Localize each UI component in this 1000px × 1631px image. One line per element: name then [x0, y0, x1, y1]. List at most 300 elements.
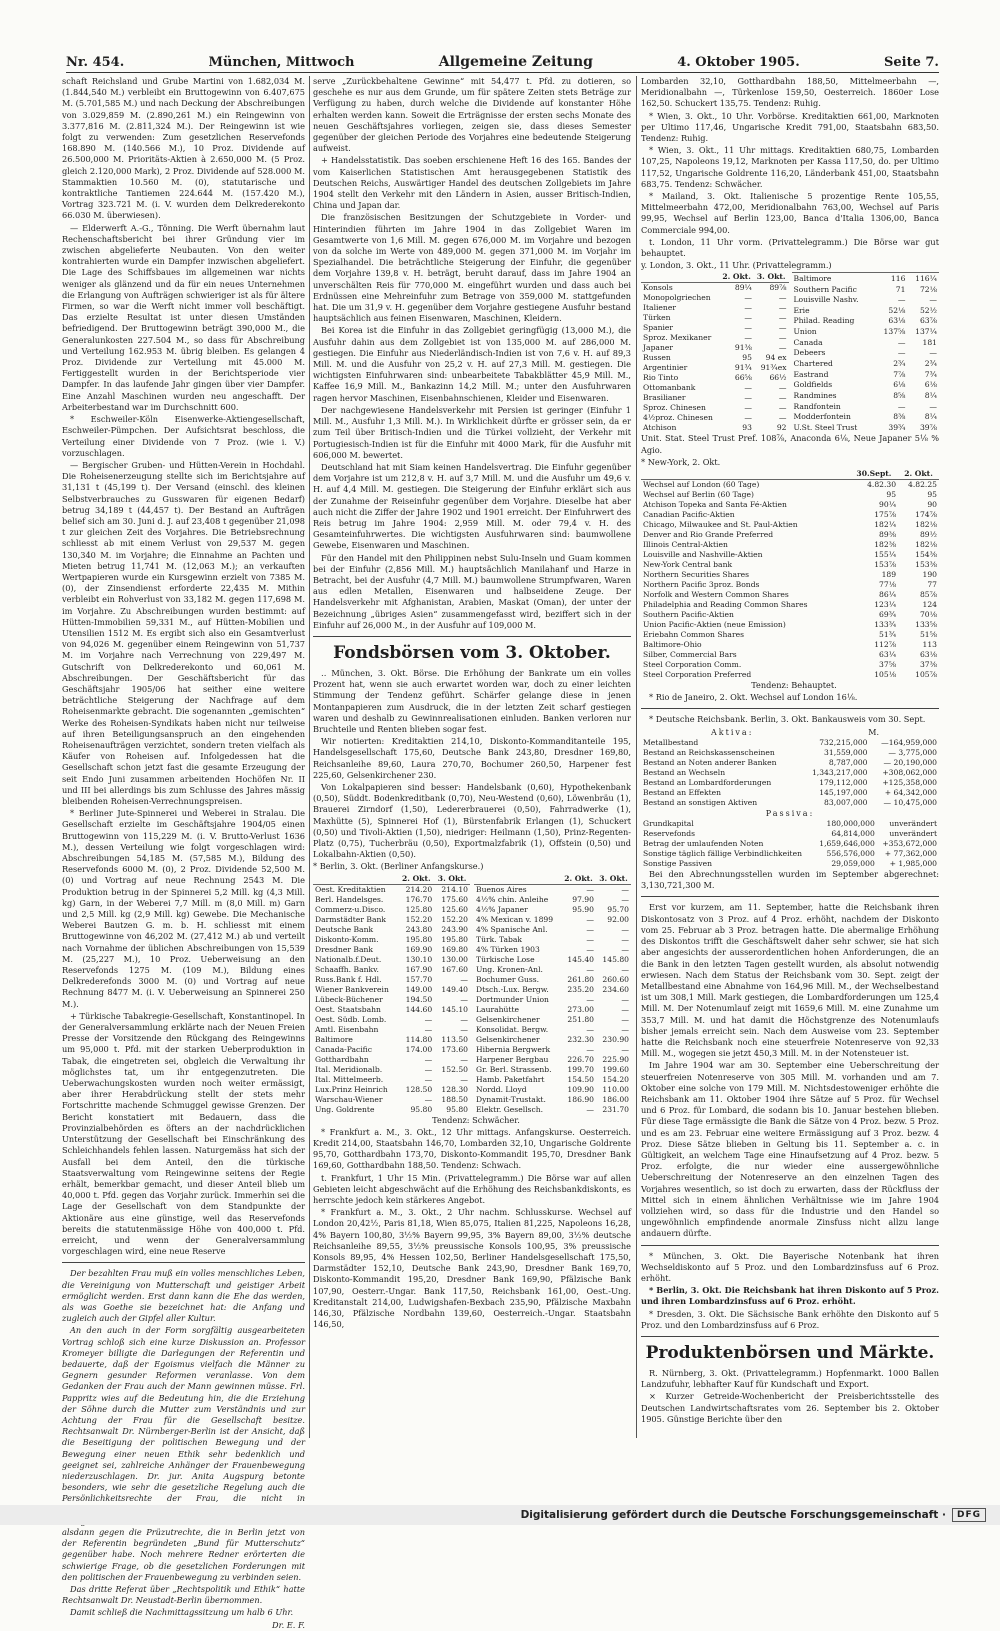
bank-statement-title: * Deutsche Reichsbank. Berlin, 3. Okt. Bankausweis vom 30. Sept.	[649, 714, 926, 725]
row-label: Lübeck-Büchener	[315, 994, 383, 1004]
row-label: Modderfontein	[793, 412, 851, 422]
cell-value: 52⅛	[888, 305, 906, 315]
berlin-quotes	[313, 874, 631, 1115]
cell-value: —	[621, 934, 629, 944]
cell-value: —	[586, 1104, 594, 1114]
table-row	[474, 935, 631, 945]
table-row	[313, 945, 470, 955]
cell-value: 95.80	[410, 1104, 433, 1114]
table-row	[474, 965, 631, 975]
table-row	[474, 915, 631, 925]
row-label: Russen	[643, 353, 671, 363]
cell-value: —	[744, 333, 752, 343]
row-label: Canada	[793, 337, 823, 347]
cell-value: 145,197,000	[819, 787, 868, 797]
table-row	[792, 284, 940, 295]
table-row	[792, 423, 940, 434]
cell-value: —	[744, 393, 752, 403]
table-row	[641, 560, 939, 570]
cell-value: unverändert	[889, 819, 937, 829]
table-header-row	[474, 874, 631, 885]
row-label: Metallbestand	[643, 737, 699, 747]
market-report: R. Nürnberg, 3. Okt. (Privattelegramm.) Hopfenmarkt. 1000 Ballen Landzufuhr, lebhafter Kauf für Kundschaft und Export.	[641, 1368, 939, 1390]
cell-value: 2. Okt.	[561, 874, 596, 885]
cell-value: 225.90	[602, 1054, 629, 1064]
cell-value: 29,059,000	[831, 859, 875, 869]
cell-value: +353,672,000	[882, 839, 937, 849]
cell-value: 92.00	[607, 914, 629, 924]
cell-value: 7⅞	[893, 369, 906, 379]
row-label: Bestand an Effekten	[643, 787, 722, 797]
section-divider	[641, 896, 939, 897]
row-label: Denver and Rio Grande Preferred	[643, 530, 774, 540]
table-row	[313, 1005, 470, 1015]
table-row	[641, 530, 939, 540]
cell-value: 125.60	[441, 904, 468, 914]
table-row	[313, 915, 470, 925]
market-report: * Rio de Janeiro, 2. Okt. Wechsel auf London 16⅛.	[649, 692, 858, 703]
row-label: Sproz. Mexikaner	[643, 333, 712, 343]
row-label: Chicago, Milwaukee and St. Paul-Aktien	[643, 520, 798, 530]
row-label: Amtl. Eisenbahn	[315, 1024, 379, 1034]
cell-value: —	[621, 994, 629, 1004]
table-row	[313, 995, 470, 1005]
quote-table	[641, 469, 939, 680]
row-label: Ung. Kronen-Anl.	[476, 964, 543, 974]
cell-value: 91⅜	[734, 343, 752, 353]
cell-value: 31,559,000	[824, 747, 868, 757]
cell-value: —	[778, 333, 787, 343]
cell-value: 152.20	[441, 914, 468, 924]
balance-table	[641, 819, 939, 869]
table-row	[792, 412, 940, 423]
cell-value: 72⅛	[919, 284, 937, 294]
cell-value: 7¾	[924, 369, 937, 379]
table-row	[641, 413, 789, 423]
table-header-row	[641, 272, 789, 283]
section-divider	[641, 708, 939, 709]
cell-value: 64,814,000	[831, 829, 875, 839]
section-heading: Fondsbörsen vom 3. Oktober.	[333, 642, 611, 663]
table-row	[641, 630, 939, 640]
cell-value: 188.50	[441, 1094, 468, 1104]
market-report: Lombarden 32,10, Gotthardbahn 188,50, Mittelmeerbahn —, Meridionalbahn —, Türkenlose 159,50, Oesterreich. 1860er Lose 162,50. Schuckert 135,75. Tendenz: Ruhig.	[641, 76, 939, 109]
row-label: Ung. Goldrente	[315, 1104, 375, 1114]
market-report: * Frankfurt a. M., 3. Okt., 2 Uhr nachm. Schlusskurse. Wechsel auf London 20,42½, Paris 81,18, Wien 85,075, Italien 81,225, Napoleons 16,28, 4% Bayern 100,80, 3½% Bayern 99,95, 3% Bayern 89,00, 3½% deutsche Reichsanleihe 89,55, 3½% preussische Konsols 100,95, 3% preussische Konsols 89,95, 4% Hessen 102,50, Berliner Handelsgesellschaft 175,50, Darmstädter 152,10, Deutsche Bank 243,90, Dresdner Bank 169,70, Diskonto-Kommandit 195,20, Dresdner Bank 169,90, Pfälzische Bank 107,90, Oesterr.-Ungar. Bank 117,50, Reichsbank 161,00, Oest.-Ung. Kreditanstalt 214,00, Ludwigshafen-Bexbach 235,90, Pfälzische Maxbahn 146,30, Pfälzische Nordbahn 139,60, Oesterreich.-Ungar. Staatsbahn 146,50,	[313, 1207, 631, 1330]
column-divider	[636, 76, 637, 1438]
cell-value: 105⅞	[915, 670, 937, 680]
cell-value: 109.90	[567, 1084, 594, 1094]
article-paragraph: + Türkische Tabakregie-Gesellschaft, Konstantinopel. In der Generalversammlung erklärte nach der Neuen Freien Presse der Vorsitzende den Rückgang des Reingewinns um 95,000 t. Pfd. mit der starken Ueberproduktion in Tabak, die eingetreten sei, obgleich die Verwaltung ihr möglichstes tat, um ihr entgegenzutreten. Die Ueberwachungskosten wurden noch weiter ermässigt, aber ihrer Herabdrückung stellt der stets mehr Fortschritte machende Schmuggel gewisse Grenzen. Der Bericht konstatiert mit Bedauern, dass die Provinzialbehörden es öfters an der nachdrücklichen Unterstützung der Gesellschaft bei Einschränkung des Schleichhandels fehlen lassen. Naturgemäss hat sich der Ausfall bei dem Anteil, den die türkische Staatsverwaltung vom Reingewinne seitens der Regie erhält, bemerkbar gemacht, und dieser Anteil blieb um 40,000 t. Pfd. gegen das Vorjahr zurück. Immerhin sei die Lage der Gesellschaft von dem Standpunkte der Aktionäre aus eine günstige, weil das Reservefonds bereits die statutenmässige Höhe von 400,000 t. Pfd. erreicht, und wenn der Generalversammlung vorgeschlagen wird, eine neue Reserve	[62, 1010, 305, 1257]
place-day: München, Mittwoch	[208, 55, 355, 70]
cell-value: —	[586, 884, 594, 894]
cell-value: 77	[927, 580, 937, 590]
row-label: Baltimore-Ohio	[643, 640, 702, 650]
cell-value: 157.70	[405, 974, 433, 984]
table-row	[313, 985, 470, 995]
table-row	[641, 758, 939, 768]
row-label: Deutsche Bank	[315, 924, 374, 934]
row-label: Dortmunder Union	[476, 994, 549, 1004]
market-report: Wir notierten: Kreditaktien 214,10, Diskonto-Kommanditanteile 195, Handelsgesellschaft 175,60, Deutsche Bank 243,80, Dresdner 169,80, Reichsanleihe 89,60, Laura 270,70, Bochumer 260,50, Harpener fest 225,60, Gelsenkirchener 230.	[313, 736, 631, 780]
section-heading: Produktenbörsen und Märkte.	[645, 1343, 935, 1363]
column-2	[313, 76, 631, 1438]
cell-value: —	[621, 964, 629, 974]
row-label: Silber, Commercial Bars	[643, 650, 737, 660]
cell-value: + 77,362,000	[884, 849, 937, 859]
aktiva-header	[641, 727, 939, 738]
cell-value: —	[460, 1024, 468, 1034]
row-label: Warschau-Wiener	[315, 1094, 383, 1104]
row-label: Bestand an Wechseln	[643, 767, 726, 777]
unit-label: M.	[868, 727, 879, 737]
row-label: Philad. Reading	[793, 316, 855, 326]
cell-value: 51⅝	[919, 630, 937, 640]
cell-value: 91¾ex	[760, 363, 787, 373]
cell-value: —	[586, 914, 594, 924]
cell-value: 152.20	[405, 914, 433, 924]
cell-value: 260.60	[602, 974, 629, 984]
quote-table	[474, 874, 631, 1115]
row-label: Reservefonds	[643, 829, 696, 839]
row-label: Hamb. Paketfahrt	[476, 1074, 545, 1084]
cell-value: 70⅛	[919, 610, 937, 620]
table-row	[313, 1055, 470, 1065]
cell-value: 145.10	[441, 1004, 468, 1014]
row-label	[641, 272, 719, 283]
cell-value: 137¼	[915, 327, 937, 337]
cell-value: 195.80	[405, 934, 433, 944]
table-row	[792, 369, 940, 380]
table-row	[641, 829, 939, 839]
table-row	[313, 1045, 470, 1055]
row-label: Konsolidat. Bergw.	[476, 1024, 549, 1034]
section-divider	[62, 1262, 305, 1263]
cell-value: 235.20	[567, 984, 594, 994]
article-paragraph: Deutschland hat mit Siam keinen Handelsvertrag. Die Einfuhr gegenüber dem Vorjahre ist um 212,8 v. H. auf 3,7 Mill. M. und die Ausfuhr um 49,6 v. H. auf 4,4 Mill. M. gestiegen. Die Steigerung der Einfuhr erklärt sich aus der Zunahme der Reiseinfuhr gegenüber dem Vorjahre. Dieselbe hat aber auch nicht die Ziffer der Jahre 1902 und 1901 erreicht. Der Einfuhrwert des Reis betrug im Jahre 1904: 2,959 Mill. M. oder 79,4 v. H. des Gesamteinfuhrwertes. Die wichtigsten Ausfuhrwaren sind: baumwollene Gewebe, Eisenwaren und Maschinen.	[313, 461, 631, 551]
passiva-label: Passiva:	[765, 808, 815, 818]
cell-value: 195.80	[441, 934, 468, 944]
table-row	[641, 570, 939, 580]
cell-value: —	[744, 303, 752, 313]
row-label: Bochumer Guss.	[476, 974, 540, 984]
row-label: Türken	[643, 313, 671, 323]
table-header-row	[641, 469, 939, 480]
row-label: Northern Pacific 3proz. Bonds	[643, 580, 760, 590]
table-row	[313, 884, 470, 895]
row-label: Chartered	[793, 359, 833, 369]
article-paragraph: serve „Zurückbehaltene Gewinne“ mit 54,477 t. Pfd. zu dotieren, so geschehe es nur aus dem Grunde, um für spätere Zeiten stets Beträge zur Verfügung zu haben, durch welche die Dividende auf konstanter Höhe erhalten werden kann. Soweit die Erträgnisse der ersten sechs Monate des neuen Geschäftsjahres vorliegen, zeigen sie, dass dieses Semester gegenüber der gleichen Periode des Vorjahres eine bedeutende Steigerung aufweist.	[313, 76, 631, 154]
cell-value: 51¾	[879, 630, 897, 640]
table-row	[641, 313, 789, 323]
table-row	[641, 423, 789, 433]
table-row	[641, 353, 789, 363]
row-label: Louisville Nashv.	[793, 295, 859, 305]
cell-value: 89⅞	[769, 283, 787, 293]
cell-value: 86¼	[879, 590, 897, 600]
row-label: Canadian Pacific-Aktien	[643, 510, 735, 520]
cell-value: —	[744, 323, 752, 333]
quote-table	[641, 272, 789, 433]
table-row	[641, 620, 939, 630]
row-label: Bestand an Reichskassenscheinen	[643, 747, 775, 757]
table-row	[641, 650, 939, 660]
clearing-note: Bei den Abrechnungsstellen wurden im September abgerechnet: 3,130,721,300 M.	[641, 869, 939, 891]
row-label: Rio Tinto	[643, 373, 679, 383]
cell-value: 169.80	[441, 944, 468, 954]
cell-value: 8¼	[924, 412, 937, 422]
row-label: Gelsenkirchener	[476, 1014, 540, 1024]
column-1	[62, 76, 305, 1630]
cell-value: 174.00	[405, 1044, 433, 1054]
table-row	[641, 839, 939, 849]
cell-value: 214.10	[441, 884, 468, 894]
market-report: * Wien, 3. Okt., 10 Uhr. Vorbörse. Kreditaktien 661,00, Marknoten per Ultimo 117,46, Ungarische Kredit 791,00, Staatsbahn 683,50. Tendenz: Ruhig.	[641, 110, 939, 144]
cell-value: 105⅛	[874, 670, 897, 680]
table-row	[792, 316, 940, 327]
cell-value: 190	[922, 570, 937, 580]
market-report: t. Frankfurt, 1 Uhr 15 Min. (Privattelegramm.) Die Börse war auf allen Gebieten leicht abgeschwächt auf die Erhöhung des Reichsbankdiskonts, es herrschte jedoch kein stärkeres Angebot.	[313, 1172, 631, 1206]
cell-value: —	[460, 1054, 468, 1064]
table-row	[641, 333, 789, 343]
table-row	[641, 590, 939, 600]
row-label: Illinois Central-Aktien	[643, 540, 728, 550]
article-paragraph: schaft Reichsland und Grube Martini von 1.682,034 M. (1.844,540 M.) verbleibt ein Bruttogewinn von 6.407,675 M. (5.701,585 M.) und nach Deckung der Abschreibungen von 3.029,859 M. (2.890,261 M.) ein Reingewinn von 3.377,816 M. (2.811,324 M.). Der Reingewinn ist wie folgt zu verwenden: Zum gesetzlichen Reservefonds 168.890 M. (140.566 M.), 10 Proz. Dividende auf 26.500,000 M. Prioritäts-Aktien à 2.650,000 M. (5 Proz. gleich 2.120,000 Mark), 2 Proz. Dividende auf 528.000 M. Stammaktien 10.560 M. (0), statutarische und kontraktliche Tantiemen 224.644 M. (157.420 M.), Vortrag 323.721 M. (i. V. wurden dem Delkrederekonto 66.030 M. überwiesen).	[62, 76, 305, 221]
row-label: Gelsenkirchener	[476, 1034, 540, 1044]
cell-value: 110.00	[602, 1084, 629, 1094]
row-label: Russ.Bank f. Hdl.	[315, 974, 382, 984]
cell-value: —	[897, 401, 906, 411]
cell-value: —	[778, 403, 787, 413]
row-label: Argentinier	[643, 363, 688, 373]
table-row	[474, 955, 631, 965]
table-row	[474, 1095, 631, 1105]
market-report: * Mailand, 3. Okt. Italienische 5 prozentige Rente 105,55, Mittelmeerbahn 472,00, Meridionalbahn 763,00, Wechsel auf Paris 99,95, Wechsel auf Berlin 123,00, Banca d'Italia 1306,00, Banca Commerciale 994,00.	[641, 191, 939, 235]
cell-value: 174⅞	[915, 510, 937, 520]
cell-value: 182⅜	[874, 540, 897, 550]
cell-value: 8⅝	[893, 391, 906, 401]
cell-value: 133⅝	[915, 620, 937, 630]
row-label: Oest. Staatsbahn	[315, 1004, 381, 1014]
quote-table	[313, 874, 470, 1115]
row-label: Northern Securities Shares	[643, 570, 750, 580]
cell-value: 1,659,646,000	[819, 839, 875, 849]
row-label: Japaner	[643, 343, 673, 353]
cell-value: 95.80	[446, 1104, 468, 1114]
article-paragraph: Bei Korea ist die Einfuhr in das Zollgebiet geringfügig (13,000 M.), die Ausfuhr dahin aus dem Zollgebiet ist von 135,000 M. auf 286,000 M. gestiegen. Die Einfuhr aus Niederländisch-Indien ist von 7,6 v. H. auf 89,3 Mill. M. und die Ausfuhr von 25,2 v. H. auf 27,3 Mill. M. gestiegen. Die wichtigsten Einfuhrwaren sind: unbearbeitete Tabakblätter 45,9 Mill. M., Kaffee 16,9 Mill. M., Bankazinn 14,2 Mill. M.; unter den Ausfuhrwaren ragen hervor Maschinen, Eisenbahnschienen, Kleider und Eisenwaren.	[313, 325, 631, 403]
table-row	[792, 348, 940, 359]
row-label: Randfontein	[793, 401, 841, 411]
cell-value: 149.00	[405, 984, 433, 994]
cell-value: 169.90	[405, 944, 433, 954]
cell-value: 125.80	[405, 904, 433, 914]
cell-value: 39¾	[888, 423, 906, 433]
column-divider	[309, 76, 310, 1438]
row-label: Atchison	[643, 423, 677, 433]
london-quotes	[641, 272, 939, 433]
row-label: Türk. Tabak	[476, 934, 523, 944]
issue-number: Nr. 454.	[66, 55, 125, 70]
cell-value: 91¾	[734, 363, 752, 373]
cell-value: 92	[776, 423, 787, 433]
market-report-title: * Berlin, 3. Okt. (Berliner Anfangskurse.)	[313, 861, 484, 872]
table-row	[474, 985, 631, 995]
cell-value: —	[424, 1074, 433, 1084]
table-row	[641, 323, 789, 333]
table-row	[641, 660, 939, 670]
table-row	[474, 884, 631, 895]
cell-value: 6⅛	[924, 380, 937, 390]
cell-value: 180,000,000	[826, 819, 875, 829]
cell-value: —	[621, 884, 629, 894]
cell-value: 199.60	[602, 1064, 629, 1074]
table-row	[641, 768, 939, 778]
cell-value: 52½	[919, 305, 937, 315]
cell-value: —	[424, 1024, 433, 1034]
row-label: Gr. Berl. Strassenb.	[476, 1064, 552, 1074]
cell-value: unverändert	[889, 829, 937, 839]
cell-value: 154⅜	[915, 550, 937, 560]
table-row	[641, 540, 939, 550]
cell-value: 37⅝	[879, 660, 897, 670]
table-row	[641, 640, 939, 650]
table-header-row	[313, 874, 470, 885]
cell-value: 230.90	[602, 1034, 629, 1044]
cell-value: 2. Okt.	[898, 469, 939, 480]
cell-value: —	[621, 1004, 629, 1014]
table-row	[474, 895, 631, 905]
cell-value: 37⅜	[919, 660, 937, 670]
cell-value: —	[586, 994, 594, 1004]
row-label: Oest. Südb. Lomb.	[315, 1014, 387, 1024]
row-label: 4½% Japaner	[476, 904, 528, 914]
section-divider	[641, 1245, 939, 1246]
table-row	[641, 363, 789, 373]
cell-value: + 1,985,000	[889, 859, 937, 869]
table-row	[792, 401, 940, 412]
table-row	[641, 550, 939, 560]
row-label: Bestand an Noten anderer Banken	[643, 757, 777, 767]
cell-value: —	[778, 323, 787, 333]
table-row	[641, 510, 939, 520]
table-row	[474, 1035, 631, 1045]
cell-value: 69¾	[879, 610, 897, 620]
row-label: Sproz. Chinesen	[643, 403, 706, 413]
cell-value: 113.50	[441, 1034, 468, 1044]
table-row	[313, 1105, 470, 1115]
cell-value: 89½	[919, 530, 937, 540]
cell-value: 2. Okt.	[719, 272, 754, 283]
row-label: Spanier	[643, 323, 674, 333]
dfg-logo: DFG	[952, 1508, 986, 1522]
cell-value: 94 ex	[765, 353, 787, 363]
row-label: 4½% chin. Anleihe	[476, 894, 549, 904]
cell-value: 231.70	[602, 1104, 629, 1114]
article-paragraph: — Elderwerft A.-G., Tönning. Die Werft übernahm laut Rechenschaftsbericht bei ihrer Gründung vier im zwischen abgelieferte Neubauten. Von den weiter kontrahierten wurde ein Dampfer inzwischen abgeliefert. Die Lage des Schiffsbaues im allgemeinen war nichts weniger als glänzend und da für ein neues Unternehmen die Erlangung von Aufträgen schwieriger ist als für ältere Firmen, so war die Werft nicht immer voll beschäftigt. Das erzielte Resultat ist unter diesen Umständen befriedigend. Der Bruttogewinn beträgt 390,000 M., die Generalunkosten 227.504 M., so dass für Abschreibung und Verteilung 162.953 M. übrig bleiben. Es gelangen 4 Proz. Dividende zur Verteilung mit 45.000 M. Fertiggestellt wurden in der Berichtsperiode vier Dampfer. In das laufende Jahr gingen über vier Dampfer. Eine Anzahl Maschinen wurden neu angeschafft. Der Arbeiterbestand war im Durchschnitt 600.	[62, 222, 305, 412]
cell-value: 90	[927, 500, 937, 510]
row-label: Southern Pacific	[793, 284, 857, 294]
cell-value: —	[778, 413, 787, 423]
cell-value: —	[424, 1094, 433, 1104]
cell-value: 3. Okt.	[434, 874, 470, 885]
digitization-footer	[0, 1505, 1000, 1525]
table-row	[792, 295, 940, 306]
row-label: New-York Central bank	[643, 560, 733, 570]
table-row	[313, 1095, 470, 1105]
cell-value: —	[744, 403, 752, 413]
cell-value: 63⅞	[919, 316, 937, 326]
cell-value: —	[460, 974, 468, 984]
row-label: Norfolk and Western Common Shares	[643, 590, 789, 600]
cell-value: 251.80	[567, 1014, 594, 1024]
cell-value: —	[621, 944, 629, 954]
table-row	[641, 798, 939, 808]
row-label: Baltimore	[315, 1034, 353, 1044]
table-row	[474, 945, 631, 955]
row-label: Türkische Lose	[476, 954, 535, 964]
article-paragraph: Der nachgewiesene Handelsverkehr mit Persien ist geringer (Einfuhr 1 Mill. M., Ausfuhr 1,3 Mill. M.). In Wirklichkeit dürfte er grösser sein, da er zum Teil über Britisch-Indien und die Türkei vollzieht, der Verkehr mit Portugiesisch-Indien ist für die Einfuhr mit 4000 Mark, für die Ausfuhr mit 606,000 M. bewertet.	[313, 404, 631, 460]
cell-value: 77⅛	[879, 580, 897, 590]
row-label: U.St. Steel Trust	[793, 423, 858, 433]
article-paragraph: Für den Handel mit den Philippinen nebst Sulu-Inseln und Guam kommen bei der Einfuhr (2,856 Mill. M.) hauptsächlich Manilahanf und Harze in Betracht, bei der Ausfuhr (4,7 Mill. M.) baumwollene Strumpfwaren, Waren aus edlen Metallen, Eisenwaren und halbseidene Zeuge. Der Handelsverkehr mit Afghanistan, Arabien, Maskat (Oman), der unter der Bezeichnung „übriges Asien“ zusammengefasst wird, beziffert sich in der Einfuhr auf 26,000 M., in der Ausfuhr auf 109,000 M.	[313, 552, 631, 630]
cell-value: —	[744, 293, 752, 303]
cell-value: 89⅜	[879, 530, 897, 540]
cell-value: 243.80	[405, 924, 433, 934]
cell-value: 175⅞	[874, 510, 897, 520]
table-row	[641, 849, 939, 859]
market-report: ‥ München, 3. Okt. Börse. Die Erhöhung der Bankrate um ein volles Prozent hat, wenn sie auch erwartet worden war, doch zu einer leichten Stimmung der Tendenz geführt. Schärfer gelange diese in jenen Montanpapieren zum Ausdruck, die in der letzten Zeit scharf gestiegen waren und deshalb zu Gewinnrealisationen einluden. Banken verloren nur Bruchteile und Renten blieben sogar fest.	[313, 667, 631, 734]
table-row	[641, 303, 789, 313]
cell-value: —	[744, 413, 752, 423]
cell-value: 113	[922, 640, 937, 650]
row-label: Betrag der umlaufenden Noten	[643, 839, 764, 849]
cell-value: —	[586, 924, 594, 934]
cell-value: 181	[922, 337, 937, 347]
row-label	[313, 874, 398, 885]
market-report: × Kurzer Getreide-Wochenbericht der Preisberichtsstelle des Deutschen Landwirtschaftsrates vom 26. September bis 2. Oktober 1905. Günstige Berichte über den	[641, 1391, 939, 1424]
market-report: Von Lokalpapieren sind besser: Handelsbank (0,60), Hypothekenbank (0,50), Süddt. Bodenkreditbank (0,70), Neu-Westend (0,60), Löwenbräu (1), Brauerei Zirndorf (1,50), Ledererbrauerei (0,50), Fahrradwerke (1), Maxhütte (5), Spinnerei Hof (1), Bürstenfabrik Erlangen (1), Schuckert (0,50) und Tivoli-Aktien (1,50), niedriger: Heilmann (1,50), Prinz-Regenten-Platz (0,75), Tucherbräu (0,50), Exportmalzfabrik (1), Offstein (0,50) und Lokalbahn-Aktien (0,50).	[313, 781, 631, 860]
table-row	[313, 1035, 470, 1045]
cell-value: 66½	[769, 373, 787, 383]
aktiva-label: Aktiva:	[711, 727, 754, 737]
cell-value: 189	[881, 570, 897, 580]
cell-value: —	[778, 293, 787, 303]
bank-notice: * Berlin, 3. Okt. Die Reichsbank hat ihren Diskonto auf 5 Proz. und ihren Lombardzinsfuss auf 6 Proz. erhöht.	[641, 1285, 939, 1307]
cell-value: —	[778, 393, 787, 403]
table-row	[641, 343, 789, 353]
cell-value: 95	[742, 353, 752, 363]
cell-value: 128.30	[441, 1084, 468, 1094]
row-label: Diskonto-Komm.	[315, 934, 379, 944]
cell-value: 130.10	[405, 954, 433, 964]
feuilleton-paragraph: An den auch in der Form sorgfältig ausgearbeiteten Vortrag schloß sich eine kurze Diskussion an. Professor Kromeyer billigte die Darlegungen der Referentin und bedauerte, daß der Egoismus vielfach die Männer zu Gegnern gesunder Reformen veranlasse. Von dem Gedanken der Frau auch der Mann gewinnen müsse. Frl. Pappritz wies auf die Bedeutung hin, die die Erziehung der Söhne durch die Mutter zum Verständnis und zur Achtung der Frau für die Gesellschaft besitze. Rechtsanwalt Dr. Nürnberger-Berlin ist der Ansicht, daß die Beseitigung der politischen Bewegung und der Bewegung einer neuen Ethik sehr bedenklich und geeignet sei, zahlreiche Anhänger der Frauenbewegung niederzuschlagen. Dr. jur. Anita Augspurg betonte besonders, wie sehr die gesetzliche Regelung auch die Persönlichkeitsrechte der Frau, die nicht in alsdann gegen die Prüzutrechte, die in Berlin jetzt von der Referentin begründeten „Bund für Mutterschutz“ gegenüber habe. Noch mehrere Redner erörterten die schwierige Frage, ob die gesetzlichen Forderungen mit den politischen der Frauenbewegung zu verbinden seien.	[62, 1325, 305, 1582]
row-label: Dynamit-Trustakt.	[476, 1094, 546, 1104]
table-row	[792, 273, 940, 284]
cell-value: 179,112,000	[819, 777, 868, 787]
row-label: Buenos Aires	[476, 884, 527, 894]
cell-value: 153⅜	[915, 560, 937, 570]
cell-value: 123¼	[874, 600, 897, 610]
cell-value: 167.60	[441, 964, 468, 974]
cell-value: 3. Okt.	[596, 874, 631, 885]
cell-value: 4.82.25	[908, 480, 937, 490]
cell-value: 114.80	[405, 1034, 433, 1044]
section-divider	[641, 1336, 939, 1337]
row-label: Ital. Mittelmeerb.	[315, 1074, 384, 1084]
cell-value: —	[744, 313, 752, 323]
cell-value: —	[744, 383, 752, 393]
cell-value: 66⅝	[734, 373, 752, 383]
